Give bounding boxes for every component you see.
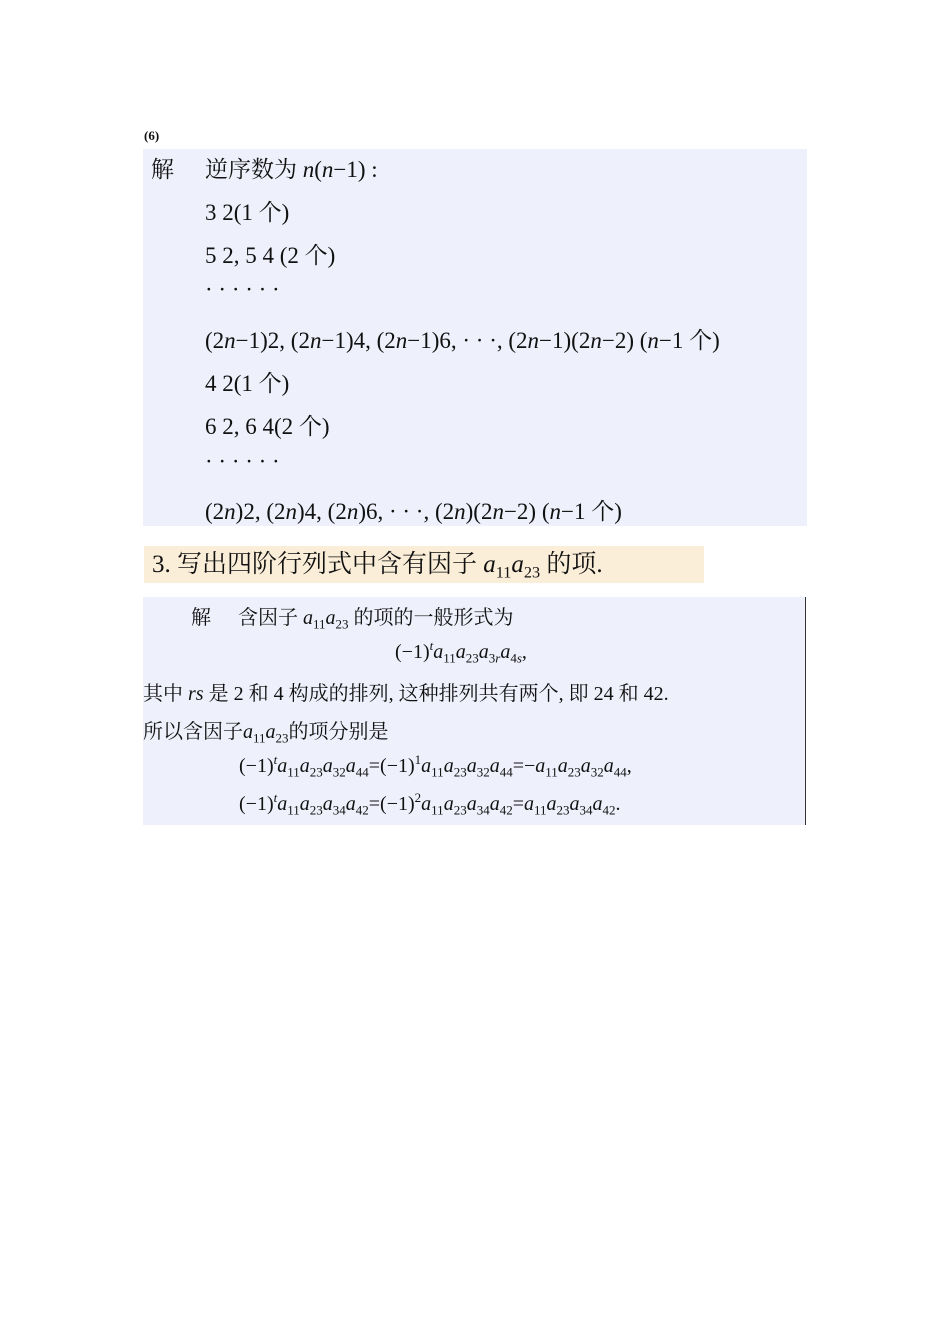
list-item: 6 2, 6 4(2 个) bbox=[205, 414, 330, 439]
list-item: 4 2(1 个) bbox=[205, 371, 290, 396]
list-item: · · · · · · bbox=[205, 449, 280, 474]
list-item: 5 2, 5 4 (2 个) bbox=[205, 243, 336, 268]
general-form-formula: $(-1)^ta_{11}a_{23}a_{3r}a_{4s}$, bbox=[395, 638, 527, 666]
solution-intro-line: 解 含因子 $a_{11}a_{23}$ 的项的一般形式为 bbox=[191, 607, 514, 632]
solution-marker: 解 bbox=[151, 157, 174, 182]
list-item: (2n)2, (2n)4, (2n)6, · · ·, (2n)(2n−2) (n−1 个) bbox=[205, 499, 622, 524]
permutation-explanation: 其中 rs 是 2 和 4 构成的排列, 这种排列共有两个, 即 24 和 42. bbox=[143, 683, 669, 705]
solution-marker: 解 bbox=[191, 607, 211, 629]
inversion-count-line: 逆序数为 n(n−1) : bbox=[205, 157, 378, 182]
solution-block-terms bbox=[143, 597, 806, 825]
term-formula-1: $(-1)^ta_{11}a_{23}a_{32}a_{44}=(-1)^1a_{11}a_{23}a_{32}a_{44}=-a_{11}a_{23}a_{32}a_{44}$, bbox=[239, 752, 632, 780]
solution-block-inversions bbox=[143, 149, 807, 526]
list-item: · · · · · · bbox=[205, 277, 280, 302]
section-label: (6) bbox=[144, 128, 160, 143]
term-formula-2: $(-1)^ta_{11}a_{23}a_{34}a_{42}=(-1)^2a_{11}a_{23}a_{34}a_{42}=a_{11}a_{23}a_{34}a_{42}$. bbox=[239, 790, 621, 818]
problem-heading: 3. 写出四阶行列式中含有因子 $a_{11}a_{23}$ 的项. bbox=[144, 546, 704, 583]
list-item: 3 2(1 个) bbox=[205, 200, 290, 225]
list-item: (2n−1)2, (2n−1)4, (2n−1)6, · · ·, (2n−1)(2n−2) (n−1 个) bbox=[205, 328, 720, 353]
terms-intro-line: 所以含因子$a_{11}a_{23}$的项分别是 bbox=[143, 721, 389, 746]
